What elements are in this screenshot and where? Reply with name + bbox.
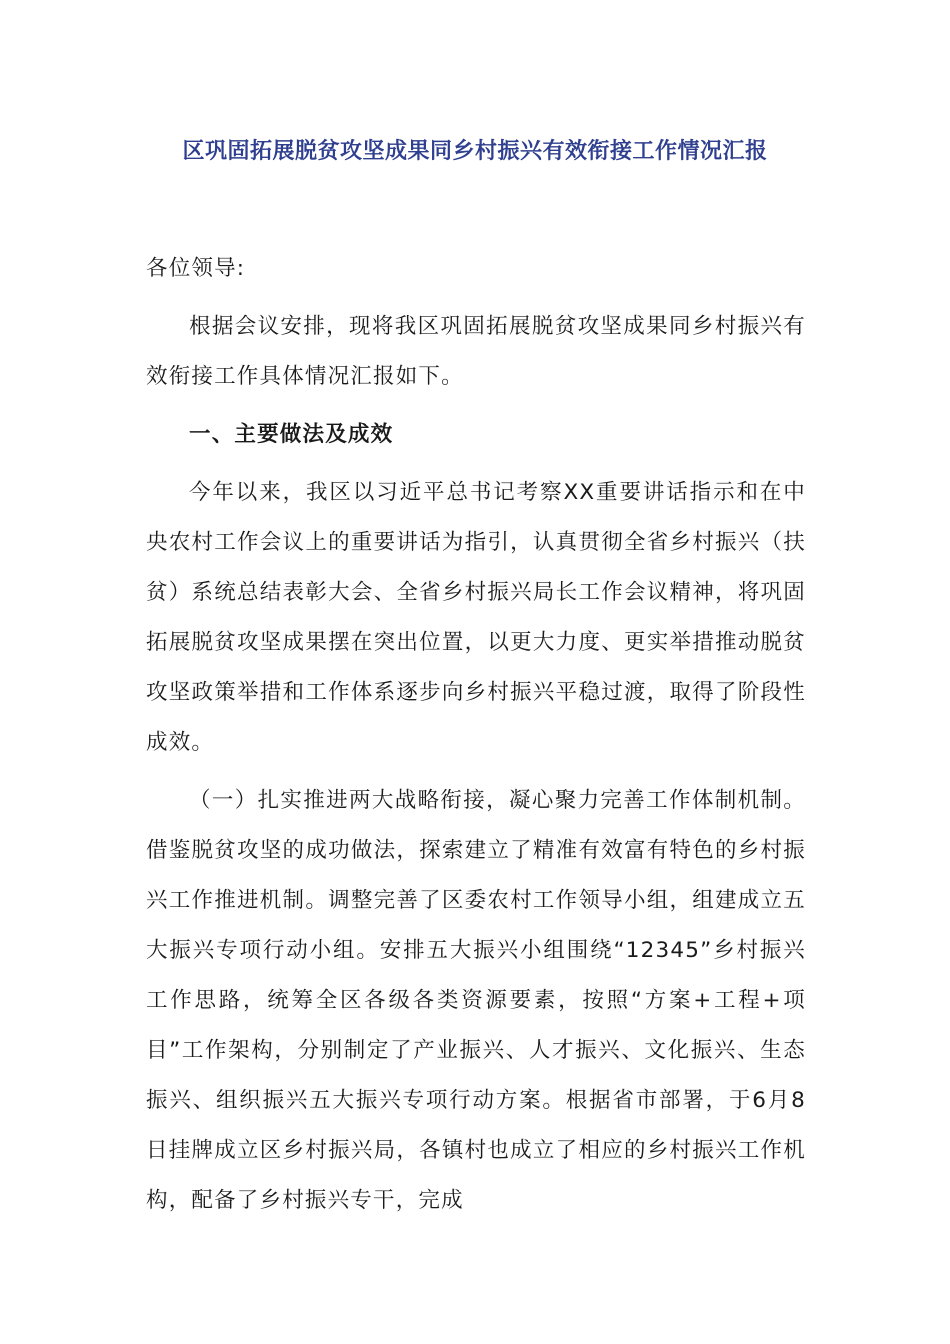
subsection-1-paragraph: （一）扎实推进两大战略衔接，凝心聚力完善工作体制机制。借鉴脱贫攻坚的成功做法，探索建立了精准有效富有特色的乡村振兴工作推进机制。调整完善了区委农村工作领导小组，组建成立五大振兴专项行动小组。安排五大振兴小组围绕“12345”乡村振兴工作思路，统筹全区各级各类资源要素，按照“方案+工程+项目”工作架构，分别制定了产业振兴、人才振兴、文化振兴、生态振兴、组织振兴五大振兴专项行动方案。根据省市部署，于6月8日挂牌成立区乡村振兴局，各镇村也成立了相应的乡村振兴工作机构，配备了乡村振兴专干，完成 (146, 788, 806, 1213)
salutation: 各位领导: (146, 256, 246, 281)
section-1-paragraph: 今年以来，我区以习近平总书记考察XX重要讲话指示和在中央农村工作会议上的重要讲话为指引，认真贯彻全省乡村振兴（扶贫）系统总结表彰大会、全省乡村振兴局长工作会议精神，将巩固拓展脱贫攻坚成果摆在突出位置，以更大力度、更实举措推动脱贫攻坚政策举措和工作体系逐步向乡村振兴平稳过渡，取得了阶段性成效。 (146, 480, 806, 755)
intro-paragraph: 根据会议安排，现将我区巩固拓展脱贫攻坚成果同乡村振兴有效衔接工作具体情况汇报如下。 (146, 314, 806, 389)
document-title: 区巩固拓展脱贫攻坚成果同乡村振兴有效衔接工作情况汇报 (182, 139, 768, 164)
document-body (146, 244, 806, 1234)
section-heading-1: 一、主要做法及成效 (189, 422, 394, 447)
